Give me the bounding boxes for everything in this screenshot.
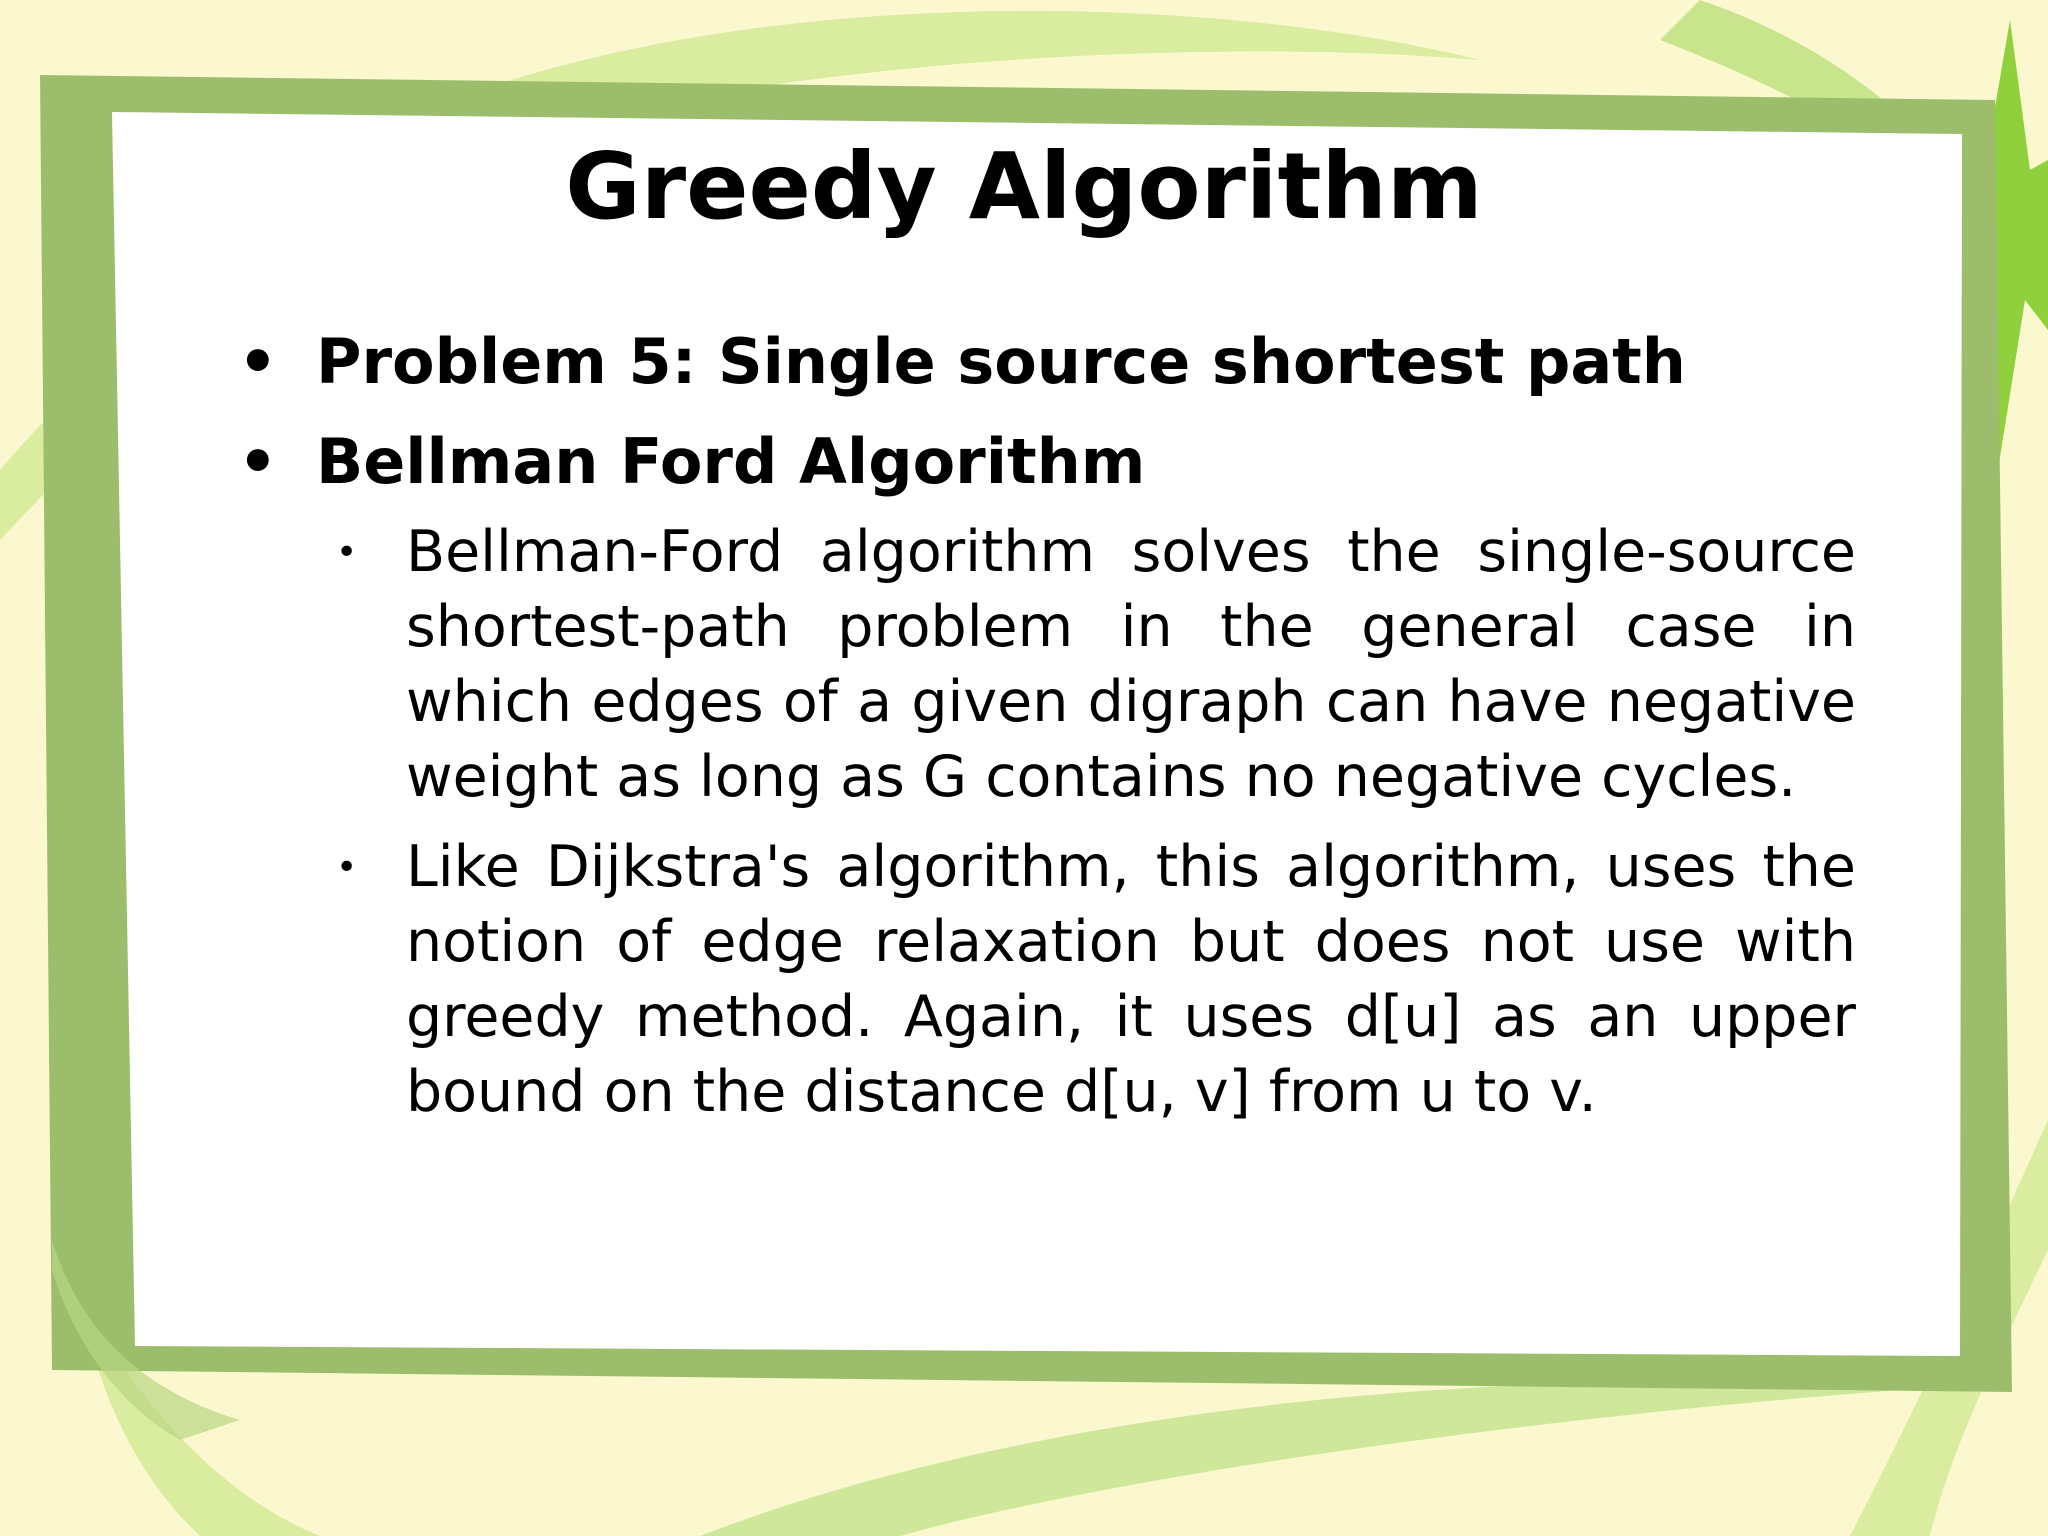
slide-title: Greedy Algorithm — [565, 133, 1483, 240]
bullet-marker: • — [238, 425, 278, 498]
sub-bullet-dijkstra-text: Like Dijkstra's algorithm, this algorithm, uses the notion of edge relaxation but does not use with greedy method. Again, it uses d[u] as an upper bound on the distance d[u, v] from u to v. — [406, 834, 1856, 1125]
sub-bullet-marker: • — [336, 532, 358, 573]
sub-bullet-marker: • — [336, 847, 358, 888]
bullet-algorithm-text: Bellman Ford Algorithm — [316, 425, 1146, 498]
bullet-problem-text: Problem 5: Single source shortest path — [316, 325, 1686, 398]
sub-bullet-bellman-ford-text: Bellman-Ford algorithm solves the single-source shortest-path problem in the general case in which edges of a given digraph can have negative weight as long as G contains no negative cycles. — [406, 519, 1856, 810]
bullet-marker: • — [238, 325, 278, 398]
